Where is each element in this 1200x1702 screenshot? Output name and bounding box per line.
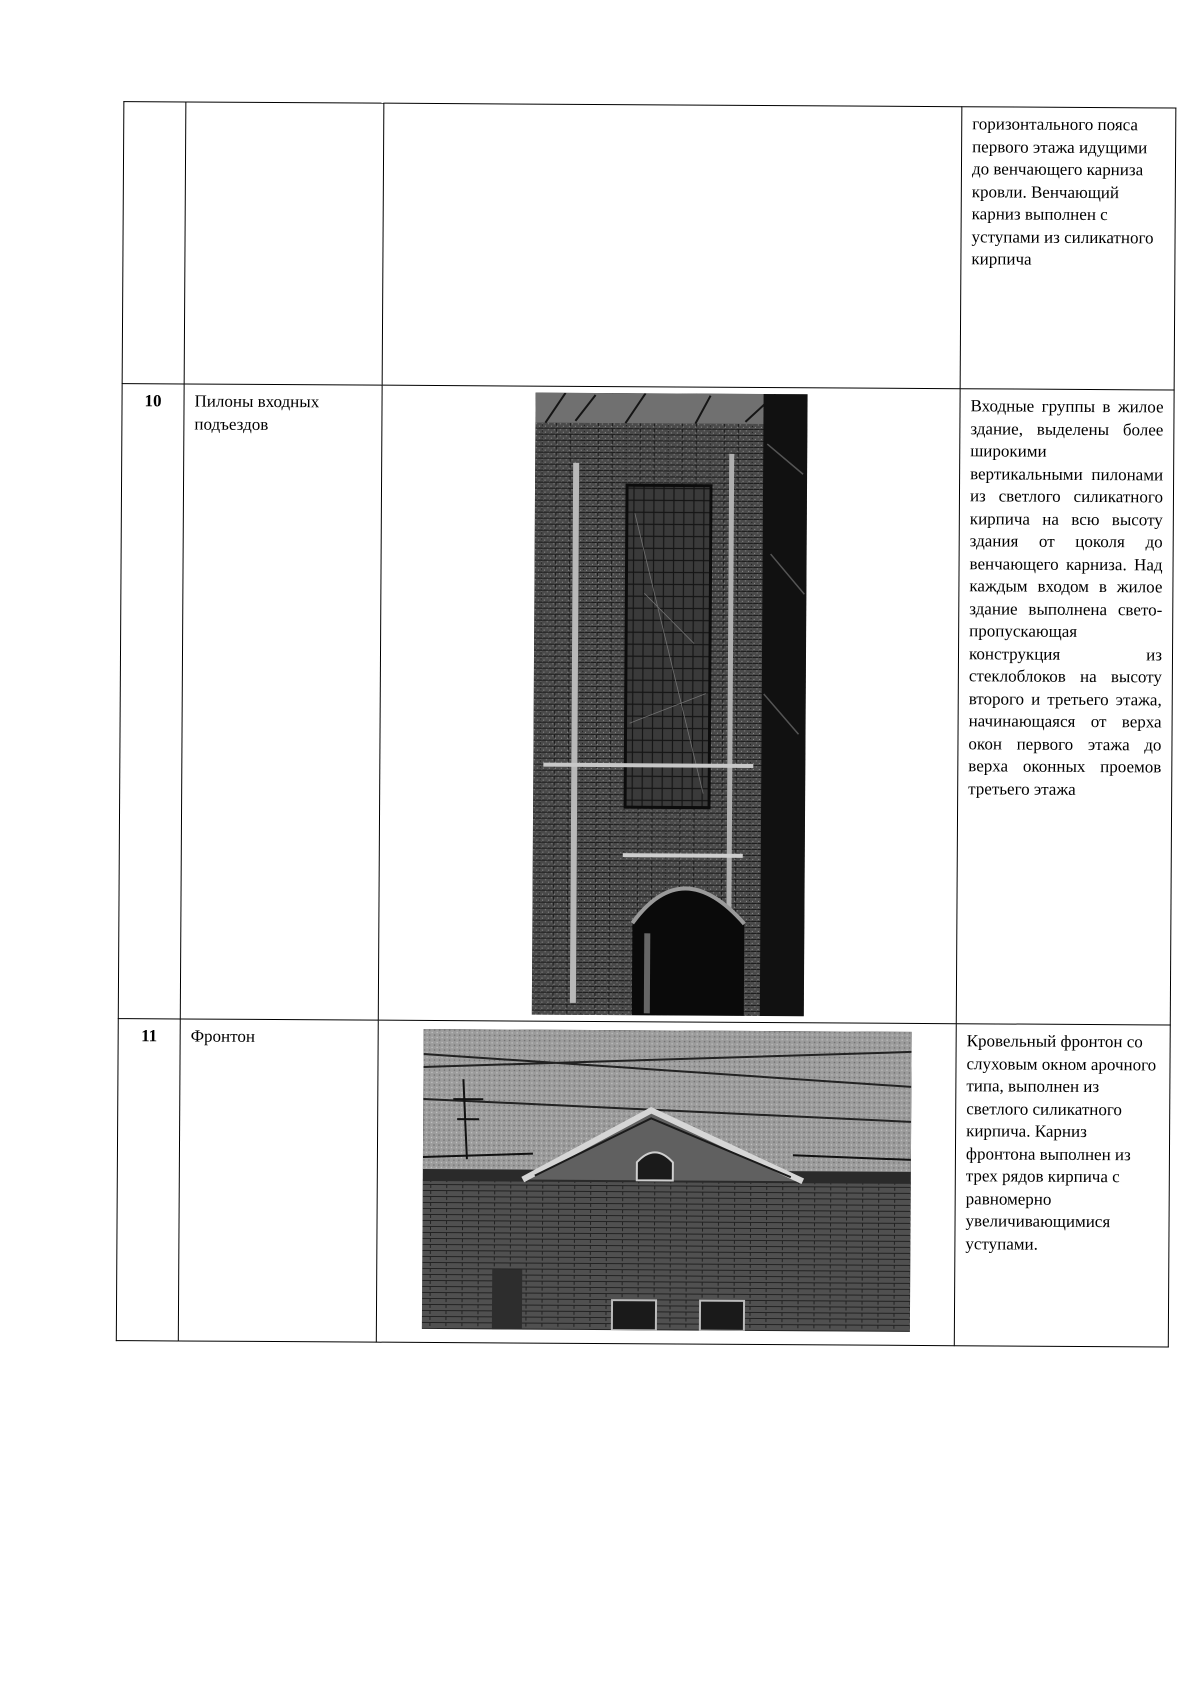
photo-cell-empty bbox=[382, 103, 962, 389]
heritage-elements-table bbox=[116, 101, 1177, 1347]
photo-cell bbox=[376, 1020, 956, 1346]
photo-cell bbox=[378, 385, 960, 1024]
element-name: Фронтон bbox=[178, 1019, 378, 1342]
element-description: Кровельный фронтон со слуховым окном арочного типа, выполнен из светлого силикатного кирпича. Карниз фронтона выполнен из трех рядов кирпича с равномерно увеличивающимися уступами. bbox=[954, 1024, 1170, 1347]
element-description: Входные группы в жилое здание, выделены более широкими вертикальными пилонами из светлого силикатного кирпича на всю высоту здания от цоколя до венчающего карниза. Над каждым входом в жилое здание выполнена свето-пропускающая конструкция из стеклоблоков на высоту второго и третьего этажа, начинающаяся от верха окон первого этажа до верха оконных проемов третьего этажа bbox=[956, 389, 1174, 1025]
pediment-photo bbox=[421, 1029, 911, 1332]
table-row bbox=[118, 384, 1174, 1025]
row-number: 11 bbox=[116, 1019, 180, 1341]
table-row bbox=[122, 102, 1176, 390]
element-name: Пилоны входных подъездов bbox=[180, 384, 382, 1020]
pylon-photo bbox=[531, 393, 807, 1017]
table-row bbox=[116, 1019, 1170, 1347]
element-description: горизонтального пояса первого этажа идущими до венчающего карниза кровли. Венчающий карниз выполнен с уступами из силикатного кирпича bbox=[960, 107, 1176, 390]
row-number bbox=[122, 102, 186, 384]
row-number: 10 bbox=[118, 384, 184, 1019]
element-name bbox=[184, 102, 384, 385]
